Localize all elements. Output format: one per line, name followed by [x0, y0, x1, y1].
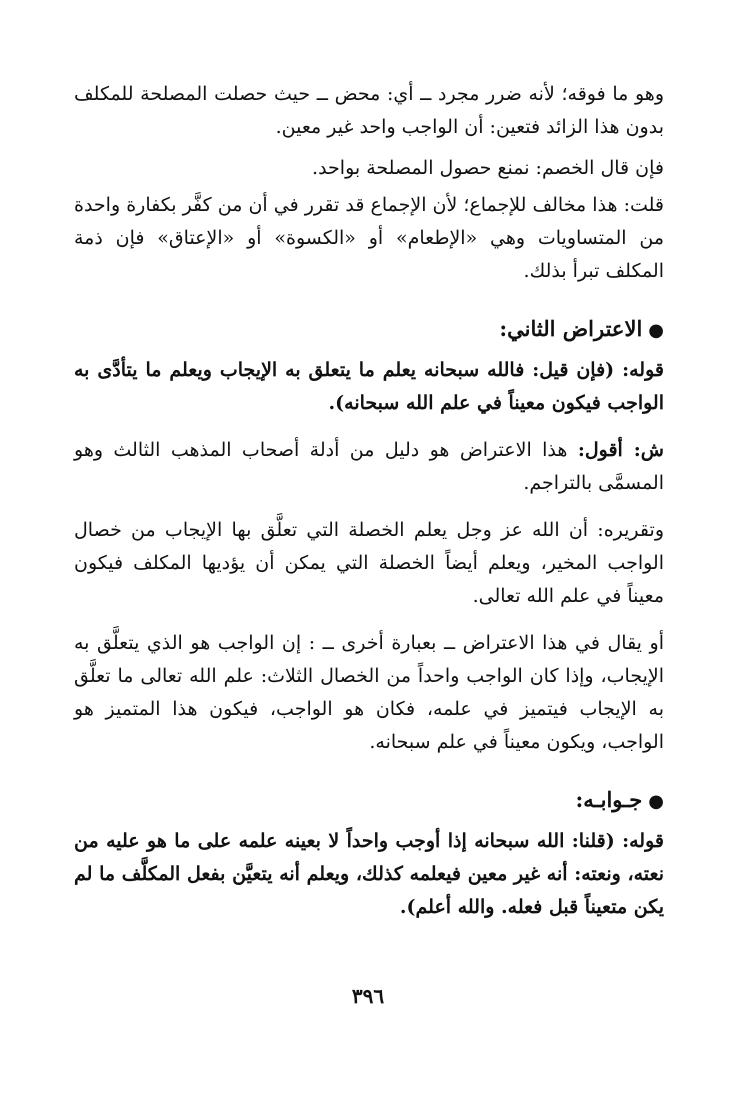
alternative-paragraph: أو يقال في هذا الاعتراض ــ بعبارة أخرى ــ : إن الواجب هو الذي يتعلَّق به الإيجاب، وإذا كان الواجب واحداً من الخصال الثلاث: علم الله تعالى ما تعلَّق به الإيجاب فيتميز في علمه، فكان هو الواجب، فيكون هذا المتميز هو الواجب، ويكون معيناً في علم سبحانه. — [74, 632, 664, 753]
section-title: الاعتراض الثاني: — [499, 316, 643, 341]
bullet-icon: ● — [648, 791, 664, 812]
page-body — [74, 78, 664, 924]
answer-paragraph: قوله: (قلنا: الله سبحانه إذا أوجب واحداً لا بعينه علمه على ما هو عليه من نعته، ونعته: أنه غير معين فيعلمه كذلك، ويعلم أنه يتعيَّن بفعل المكلَّف ما لم يكن متعيناً قبل فعله. والله أعلم). — [74, 830, 664, 918]
commentary-paragraph — [74, 434, 664, 514]
section-heading-answer — [74, 775, 664, 825]
quote-paragraph: قوله: (فإن قيل: فالله سبحانه يعلم ما يتعلق به الإيجاب ويعلم ما يتأدَّى به الواجب فيكون معيناً في علم الله سبحانه). — [74, 359, 664, 414]
bullet-icon: ● — [648, 320, 664, 341]
paragraph-3: قلت: هذا مخالف للإجماع؛ لأن الإجماع قد تقرر في أن من كفَّر بكفارة واحدة من المتساويات وهي «الإطعام» أو «الكسوة» أو «الإعتاق» فإن ذمة المكلف تبرأ بذلك. — [74, 194, 664, 282]
section-title: جـوابـه: — [575, 787, 643, 812]
paragraph-2: فإن قال الخصم: نمنع حصول المصلحة بواحد. — [312, 157, 664, 179]
commentary-label: ش: أقول: — [577, 439, 664, 461]
paragraph-1: وهو ما فوقه؛ لأنه ضرر مجرد ــ أي: محض ــ حيث حصلت المصلحة للمكلف بدون هذا الزائد فتعين: أن الواجب واحد غير معين. — [74, 83, 664, 138]
explanation-paragraph: وتقريره: أن الله عز وجل يعلم الخصلة التي تعلَّق بها الإيجاب من خصال الواجب المخير، ويعلم أيضاً الخصلة التي يمكن أن يؤديها المكلف فيكون معيناً في علم الله تعالى. — [74, 519, 664, 607]
page-number: ٣٩٦ — [351, 984, 385, 1008]
section-heading-second-objection — [74, 304, 664, 354]
commentary-text: هذا الاعتراض هو دليل من أدلة أصحاب المذهب الثالث وهو المسمَّى بالتراجم. — [74, 439, 664, 494]
